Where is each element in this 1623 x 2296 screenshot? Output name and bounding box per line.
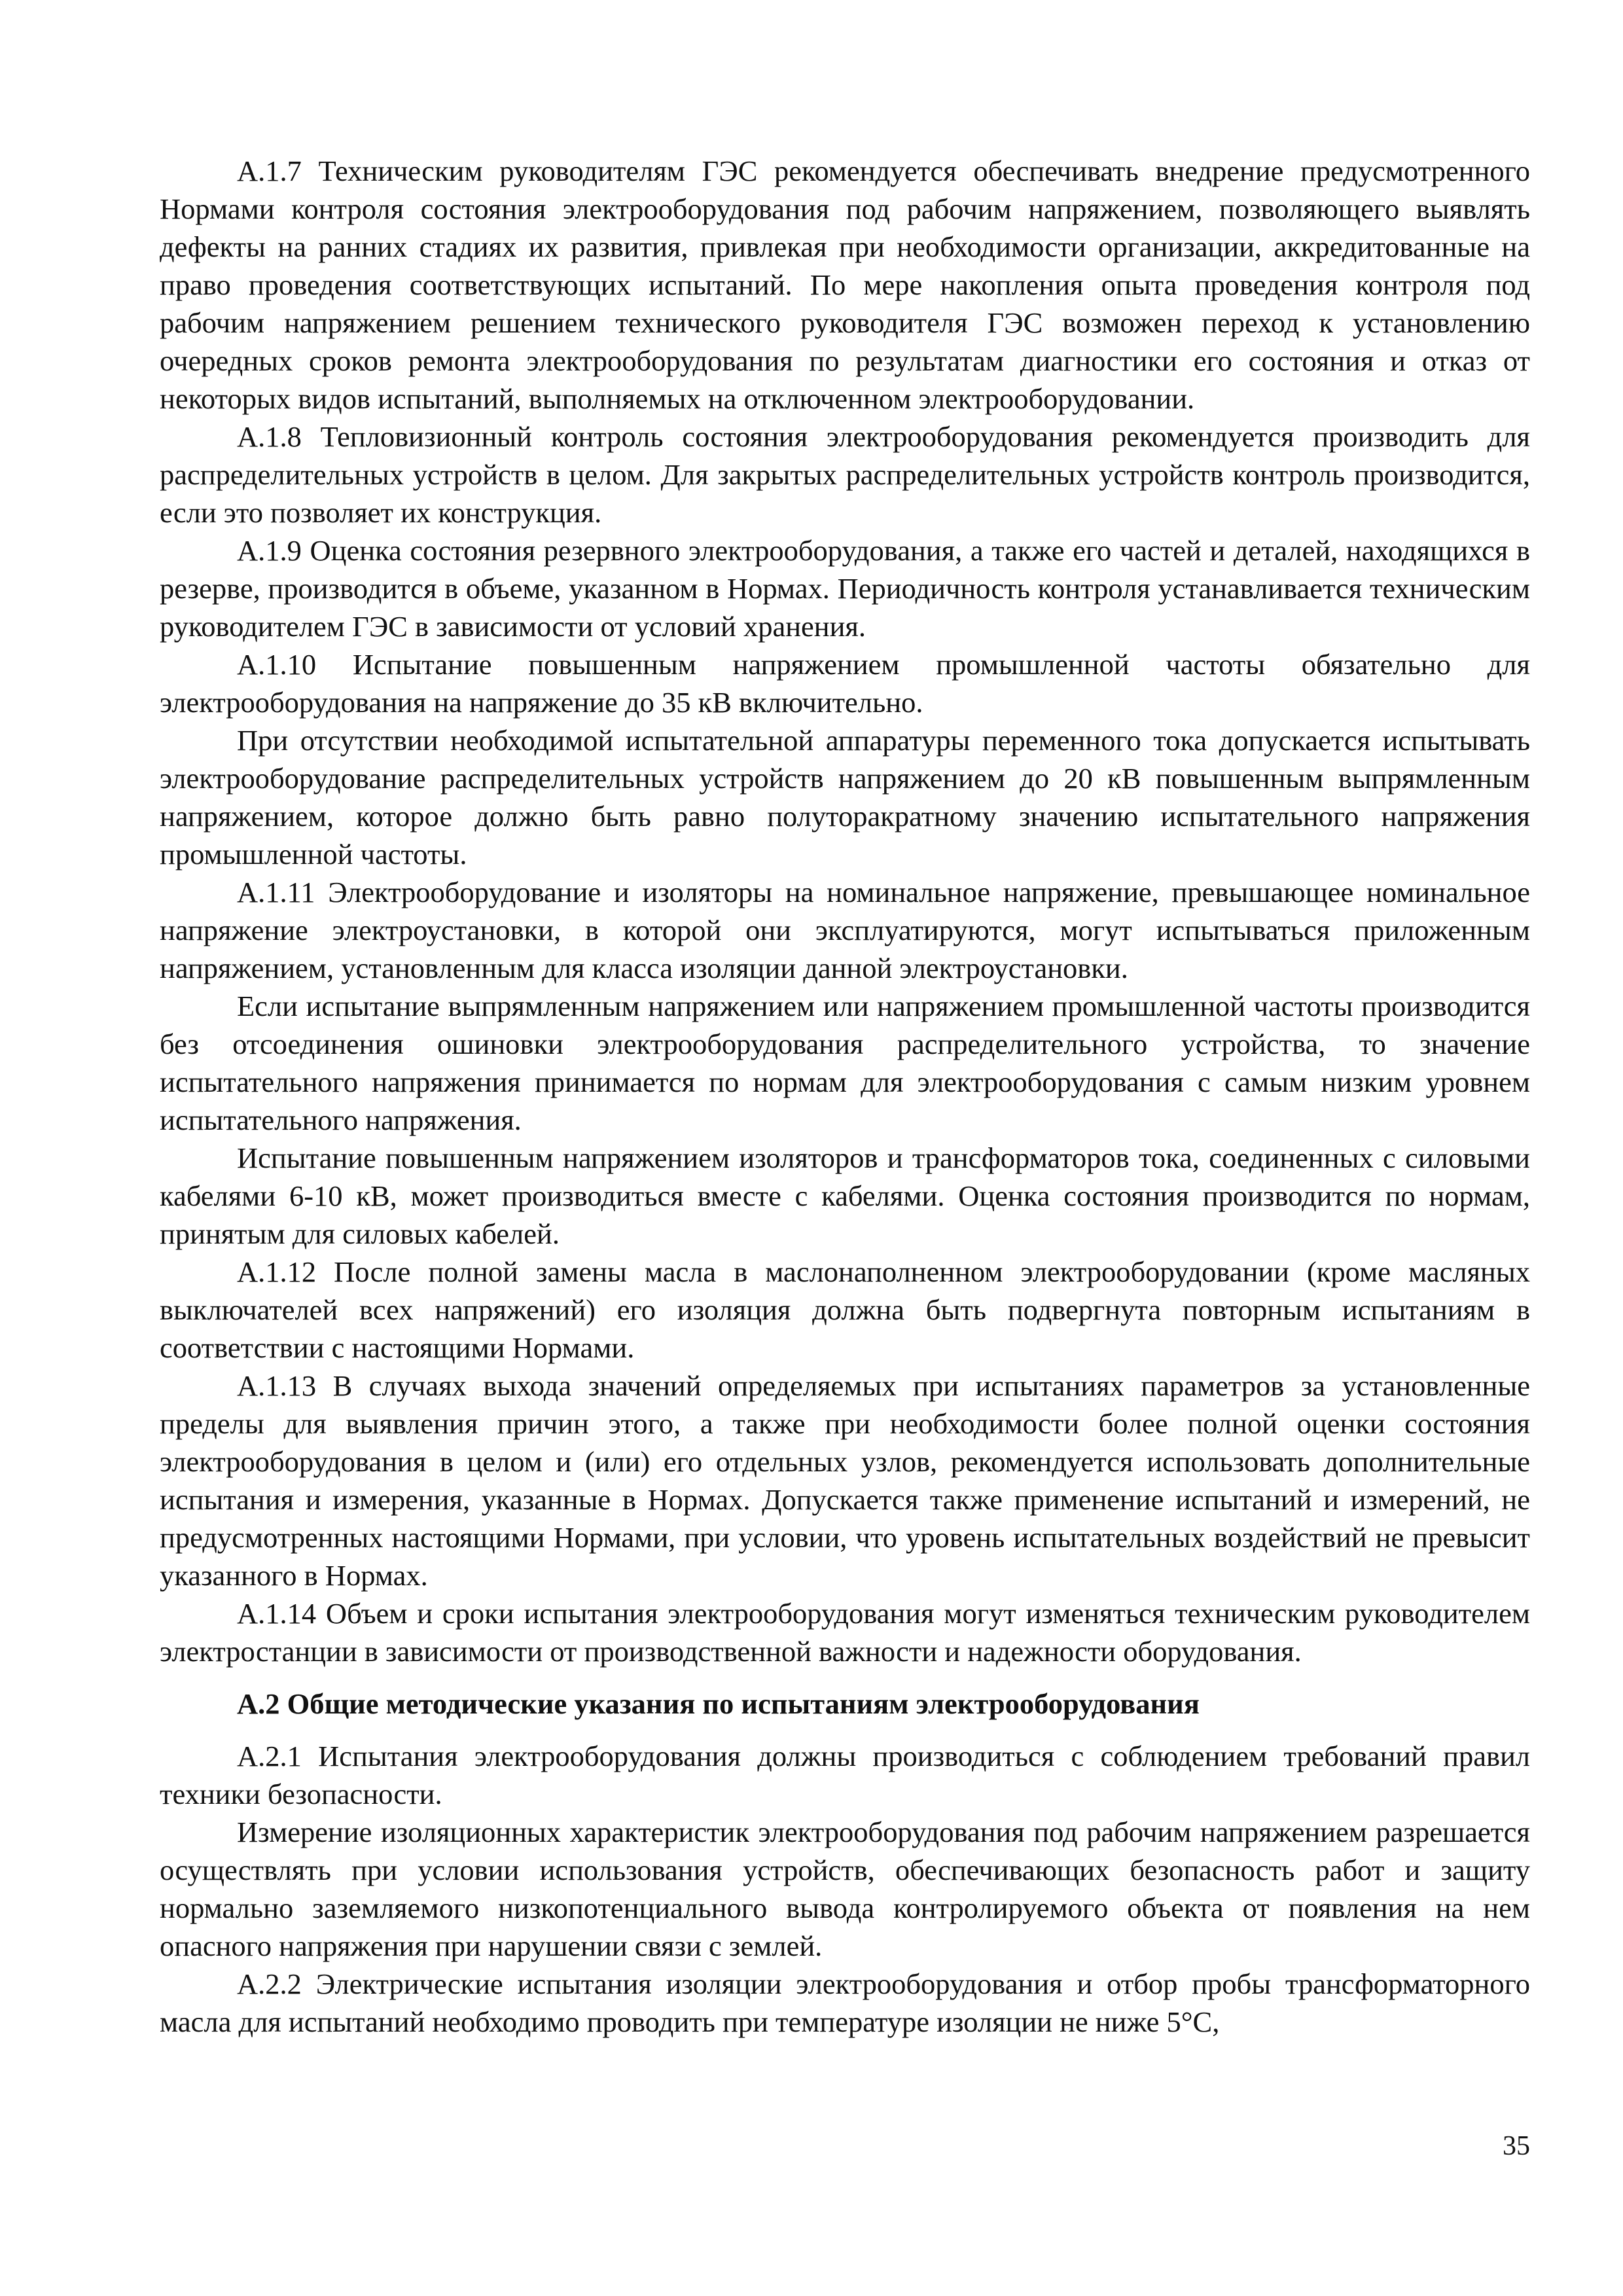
paragraph-insulation-measurement: Измерение изоляционных характеристик электрооборудования под рабочим напряжением разрешается осуществлять при условии использования устройств, обеспечивающих безопасность работ и защиту нормально заземляемого низкопотенциального вывода контролируемого объекта от появления на нем опасного напряжения при нарушении связи с землей. xyxy=(160,1816,1530,1962)
paragraph-rectified-voltage: При отсутствии необходимой испытательной аппаратуры переменного тока допускается испытывать электрооборудование распределительных устройств напряжением до 20 кВ повышенным выпрямленным напряжением, которое должно быть равно полуторакратному значению испытательного напряжения промышленной частоты. xyxy=(160,724,1530,870)
page-number: 35 xyxy=(1503,2131,1530,2161)
paragraph-a-1-10: А.1.10 Испытание повышенным напряжением промышленной частоты обязательно для электрооборудования на напряжение до 35 кВ включительно. xyxy=(160,648,1530,719)
paragraph-a-1-8: А.1.8 Тепловизионный контроль состояния электрооборудования рекомендуется производить для распределительных устройств в целом. Для закрытых распределительных устройств контроль производится, если это позволяет их конструкция. xyxy=(160,420,1530,529)
paragraph-a-1-13: А.1.13 В случаях выхода значений определяемых при испытаниях параметров за установленные пределы для выявления причин этого, а также при необходимости более полной оценки состояния электрооборудования в целом и (или) его отдельных узлов, рекомендуется использовать дополнительные испытания и измерения, указанные в Нормах. Допускается также применение испытаний и измерений, не предусмотренных настоящими Нормами, при условии, что уровень испытательных воздействий не превысит указанного в Нормах. xyxy=(160,1369,1530,1592)
document-body xyxy=(160,152,1530,2041)
paragraph-busbar-test: Если испытание выпрямленным напряжением или напряжением промышленной частоты производится без отсоединения ошиновки электрооборудования распределительного устройства, то значение испытательного напряжения принимается по нормам для электрооборудования с самым низким уровнем испытательного напряжения. xyxy=(160,990,1530,1136)
paragraph-a-1-9: А.1.9 Оценка состояния резервного электрооборудования, а также его частей и деталей, находящихся в резерве, производится в объеме, указанном в Нормах. Периодичность контроля устанавливается техническим руководителем ГЭС в зависимости от условий хранения. xyxy=(160,534,1530,643)
paragraph-a-1-12: А.1.12 После полной замены масла в маслонаполненном электрооборудовании (кроме масляных выключателей всех напряжений) его изоляция должна быть подвергнута повторным испытаниям в соответствии с настоящими Нормами. xyxy=(160,1255,1530,1364)
paragraph-a-1-14: А.1.14 Объем и сроки испытания электрооборудования могут изменяться техническим руководителем электростанции в зависимости от производственной важности и надежности оборудования. xyxy=(160,1597,1530,1668)
paragraph-a-1-11: А.1.11 Электрооборудование и изоляторы на номинальное напряжение, превышающее номинальное напряжение электроустановки, в которой они эксплуатируются, могут испытываться приложенным напряжением, установленным для класса изоляции данной электроустановки. xyxy=(160,876,1530,984)
paragraph-a-2-1: А.2.1 Испытания электрооборудования должны производиться с соблюдением требований правил техники безопасности. xyxy=(160,1740,1530,1810)
paragraph-a-1-7: А.1.7 Техническим руководителям ГЭС рекомендуется обеспечивать внедрение предусмотренного Нормами контроля состояния электрооборудования под рабочим напряжением, позволяющего выявлять дефекты на ранних стадиях их развития, привлекая при необходимости организации, аккредитованные на право проведения соответствующих испытаний. По мере накопления опыта проведения контроля под рабочим напряжением решением технического руководителя ГЭС возможен переход к установлению очередных сроков ремонта электрооборудования по результатам диагностики его состояния и отказ от некоторых видов испытаний, выполняемых на отключенном электрооборудовании. xyxy=(160,154,1530,415)
section-heading-a-2: А.2 Общие методические указания по испытаниям электрооборудования xyxy=(237,1687,1200,1720)
paragraph-insulator-test: Испытание повышенным напряжением изоляторов и трансформаторов тока, соединенных с силовыми кабелями 6-10 кВ, может производиться вместе с кабелями. Оценка состояния производится по нормам, принятым для силовых кабелей. xyxy=(160,1141,1530,1250)
paragraph-a-2-2: А.2.2 Электрические испытания изоляции электрооборудования и отбор пробы трансформаторного масла для испытаний необходимо проводить при температуре изоляции не ниже 5°С, xyxy=(160,1967,1530,2038)
